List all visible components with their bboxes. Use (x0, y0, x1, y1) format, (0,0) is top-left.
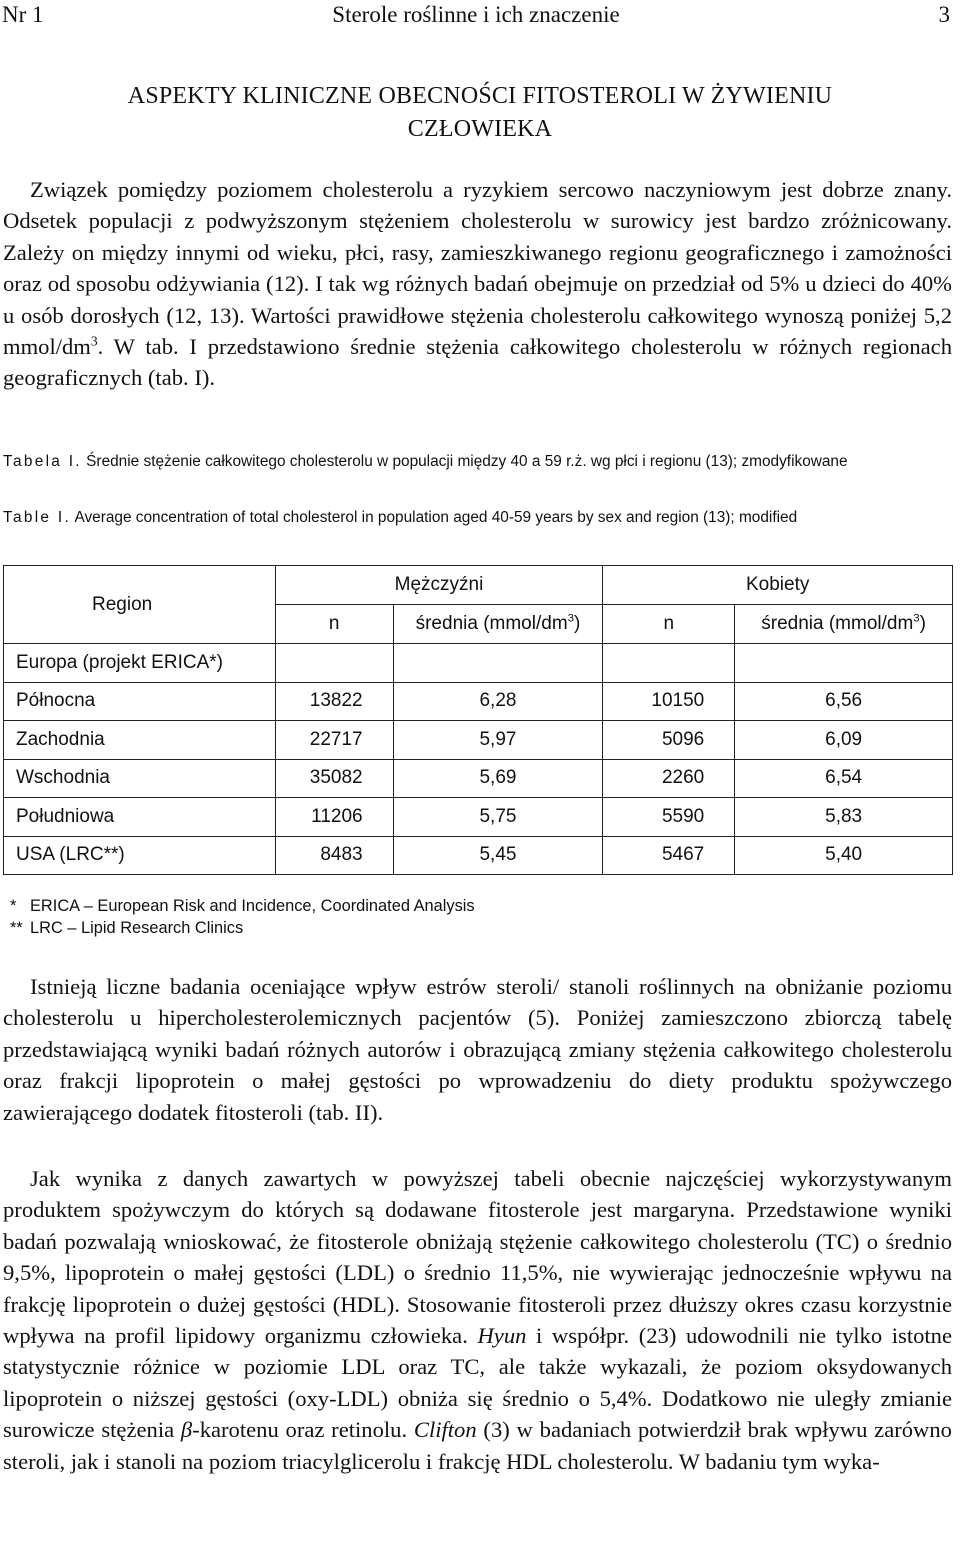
women-mean-cell: 6,54 (735, 759, 953, 798)
beta-symbol: β (180, 1417, 193, 1443)
empty-cell (603, 644, 735, 683)
men-header: Mężczyźni (275, 566, 603, 605)
results-text-3: -karotenu oraz retinolu. (192, 1417, 414, 1443)
women-n-cell: 5590 (603, 798, 735, 837)
caption-pl-label: Tabela I. (3, 453, 82, 470)
women-mean-cell: 6,09 (735, 721, 953, 760)
results-text-1: Jak wynika z danych zawartych w powyższej tabeli obecnie najczęściej wykorzystywanym produktem spożywczym do których są dodawane fitosterole jest margaryna. Przedstawione wyniki badań pozwalają wnioskować, że fitosterole obniżają stężenie całkowitego cholesterolu (TC) o średnio 9,5%, lipoprotein o małej gęstości (LDL) o średnio 11,5%, nie wywierając jednocześnie wpływu na frakcję lipoprotein o dużej gęstości (HDL). Stosowanie fitosteroli przez dłuższy okres czasu korzystnie wpływa na profil lipidowy organizmu człowieka. (3, 1166, 952, 1349)
caption-pl-text: Średnie stężenie całkowitego cholesterolu w populacji między 40 a 59 r.ż. wg płci i regionu (13); zmodyfikowane (86, 453, 848, 470)
men-n-cell: 11206 (275, 798, 393, 837)
empty-cell (735, 644, 953, 683)
footnote-text: LRC – Lipid Research Clinics (30, 919, 244, 937)
running-title: Sterole roślinne i ich znaczenie (332, 2, 620, 27)
men-n-cell: 22717 (275, 721, 393, 760)
studies-text: Istnieją liczne badania oceniające wpływ estrów steroli/ stanoli roślinnych na obniżanie poziomu cholesterolu u hipercholesterolemicznych pacjentów (5). Poniżej zamieszczono zbiorczą tabelę przedstawiającą wyniki badań różnych autorów i obrazującą zmiany stężenia całkowitego cholesterolu oraz frakcji lipoprotein o małej gęstości po wprowadzeniu do diety produktu spożywczego zawierającego dodatek fitosteroli (tab. II). (3, 974, 952, 1125)
cholesterol-table (3, 565, 953, 875)
table-row (4, 721, 953, 760)
footnote-mark: * (10, 897, 17, 915)
results-text-4: (3) w badaniach potwierdził brak wpływu zarówno steroli, jak i stanoli na poziom triacylglicerolu i frakcję HDL cholesterolu. W badaniu tym wyka- (3, 1417, 952, 1474)
women-n-cell: 2260 (603, 759, 735, 798)
caption-en-text: Average concentration of total cholesterol in population aged 40-59 years by sex and region (13); modified (74, 509, 798, 526)
men-mean-cell: 5,97 (393, 721, 603, 760)
men-mean-cell: 5,69 (393, 759, 603, 798)
women-n-cell: 5096 (603, 721, 735, 760)
region-cell: Południowa (4, 798, 276, 837)
empty-cell (275, 644, 393, 683)
intro-text-b: . W tab. I przedstawiono średnie stężenia całkowitego cholesterolu w różnych regionach geograficznych (tab. I). (3, 334, 952, 391)
group-label: Europa (projekt ERICA*) (4, 644, 276, 683)
empty-cell (393, 644, 603, 683)
table-caption-en (3, 506, 952, 529)
women-mean-cell: 5,83 (735, 798, 953, 837)
region-cell: Północna (4, 682, 276, 721)
results-text-2: i współpr. (23) udowodnili nie tylko istotne statystycznie różnice w poziomie LDL oraz TC, ale także wykazali, że poziom oksydowanych lipoprotein o niższej gęstości (oxy-LDL) obniża się średnio o 5,4%. Dodatkowo nie uległy zmianie surowicze stężenia (3, 1323, 953, 1443)
footnote-text: ERICA – European Risk and Incidence, Coordinated Analysis (30, 897, 475, 915)
region-cell: Zachodnia (4, 721, 276, 760)
footnote (10, 895, 475, 917)
men-mean-cell: 6,28 (393, 682, 603, 721)
men-mean-header: średnia $(mmol/dm^3)$ (393, 605, 603, 644)
women-mean-cell: 5,40 (735, 836, 953, 875)
section-title-line1: ASPEKTY KLINICZNE OBECNOŚCI FITOSTEROLI W ŻYWIENIU (127, 83, 833, 109)
men-n-cell: 13822 (275, 682, 393, 721)
region-cell: Wschodnia (4, 759, 276, 798)
table-row (4, 836, 953, 875)
women-n-header: n (603, 605, 735, 644)
section-title-line2: CZŁOWIEKA (407, 116, 553, 142)
women-n-cell: 10150 (603, 682, 735, 721)
women-header: Kobiety (603, 566, 953, 605)
intro-paragraph (3, 174, 952, 394)
table-header-row (4, 566, 953, 605)
men-n-cell: 35082 (275, 759, 393, 798)
author-hyun: Hyun (477, 1323, 527, 1349)
caption-en-label: Table I. (3, 509, 72, 526)
table-row (4, 682, 953, 721)
results-paragraph (3, 1163, 952, 1477)
page-number: 3 (938, 2, 950, 27)
running-header (2, 2, 950, 32)
author-clifton: Clifton (413, 1417, 477, 1443)
footnote (10, 917, 475, 939)
table-row (4, 759, 953, 798)
men-n-cell: 8483 (275, 836, 393, 875)
region-cell: USA (LRC**) (4, 836, 276, 875)
studies-paragraph (3, 971, 952, 1128)
women-mean-header: średnia $(mmol/dm^3)$ (735, 605, 953, 644)
table-footnotes (10, 895, 475, 939)
section-title (0, 80, 960, 146)
table-caption-pl (3, 450, 952, 473)
women-mean-cell: 6,56 (735, 682, 953, 721)
region-header: Region (4, 566, 276, 644)
issue-number: Nr 1 (2, 2, 44, 27)
intro-sup: 3 (90, 333, 98, 349)
table-row (4, 798, 953, 837)
footnote-mark: ** (10, 919, 23, 937)
men-mean-cell: 5,75 (393, 798, 603, 837)
intro-text-a: Związek pomiędzy poziomem cholesterolu a ryzykiem sercowo naczyniowym jest dobrze znany. Odsetek populacji z podwyższonym stężeniem cholesterolu w surowicy jest bardzo zróżnicowany. Zależy on między innymi od wieku, płci, rasy, zamieszkiwanego regionu geograficznego i zamożności oraz od sposobu odżywiania (12). I tak wg różnych badań obejmuje on przedział od 5% u dzieci do 40% u osób dorosłych (12, 13). Wartości prawidłowe stężenia cholesterolu całkowitego wynoszą poniżej 5,2 mmol/dm (3, 177, 952, 360)
men-mean-cell: 5,45 (393, 836, 603, 875)
women-n-cell: 5467 (603, 836, 735, 875)
table-group-row (4, 644, 953, 683)
men-n-header: n (275, 605, 393, 644)
